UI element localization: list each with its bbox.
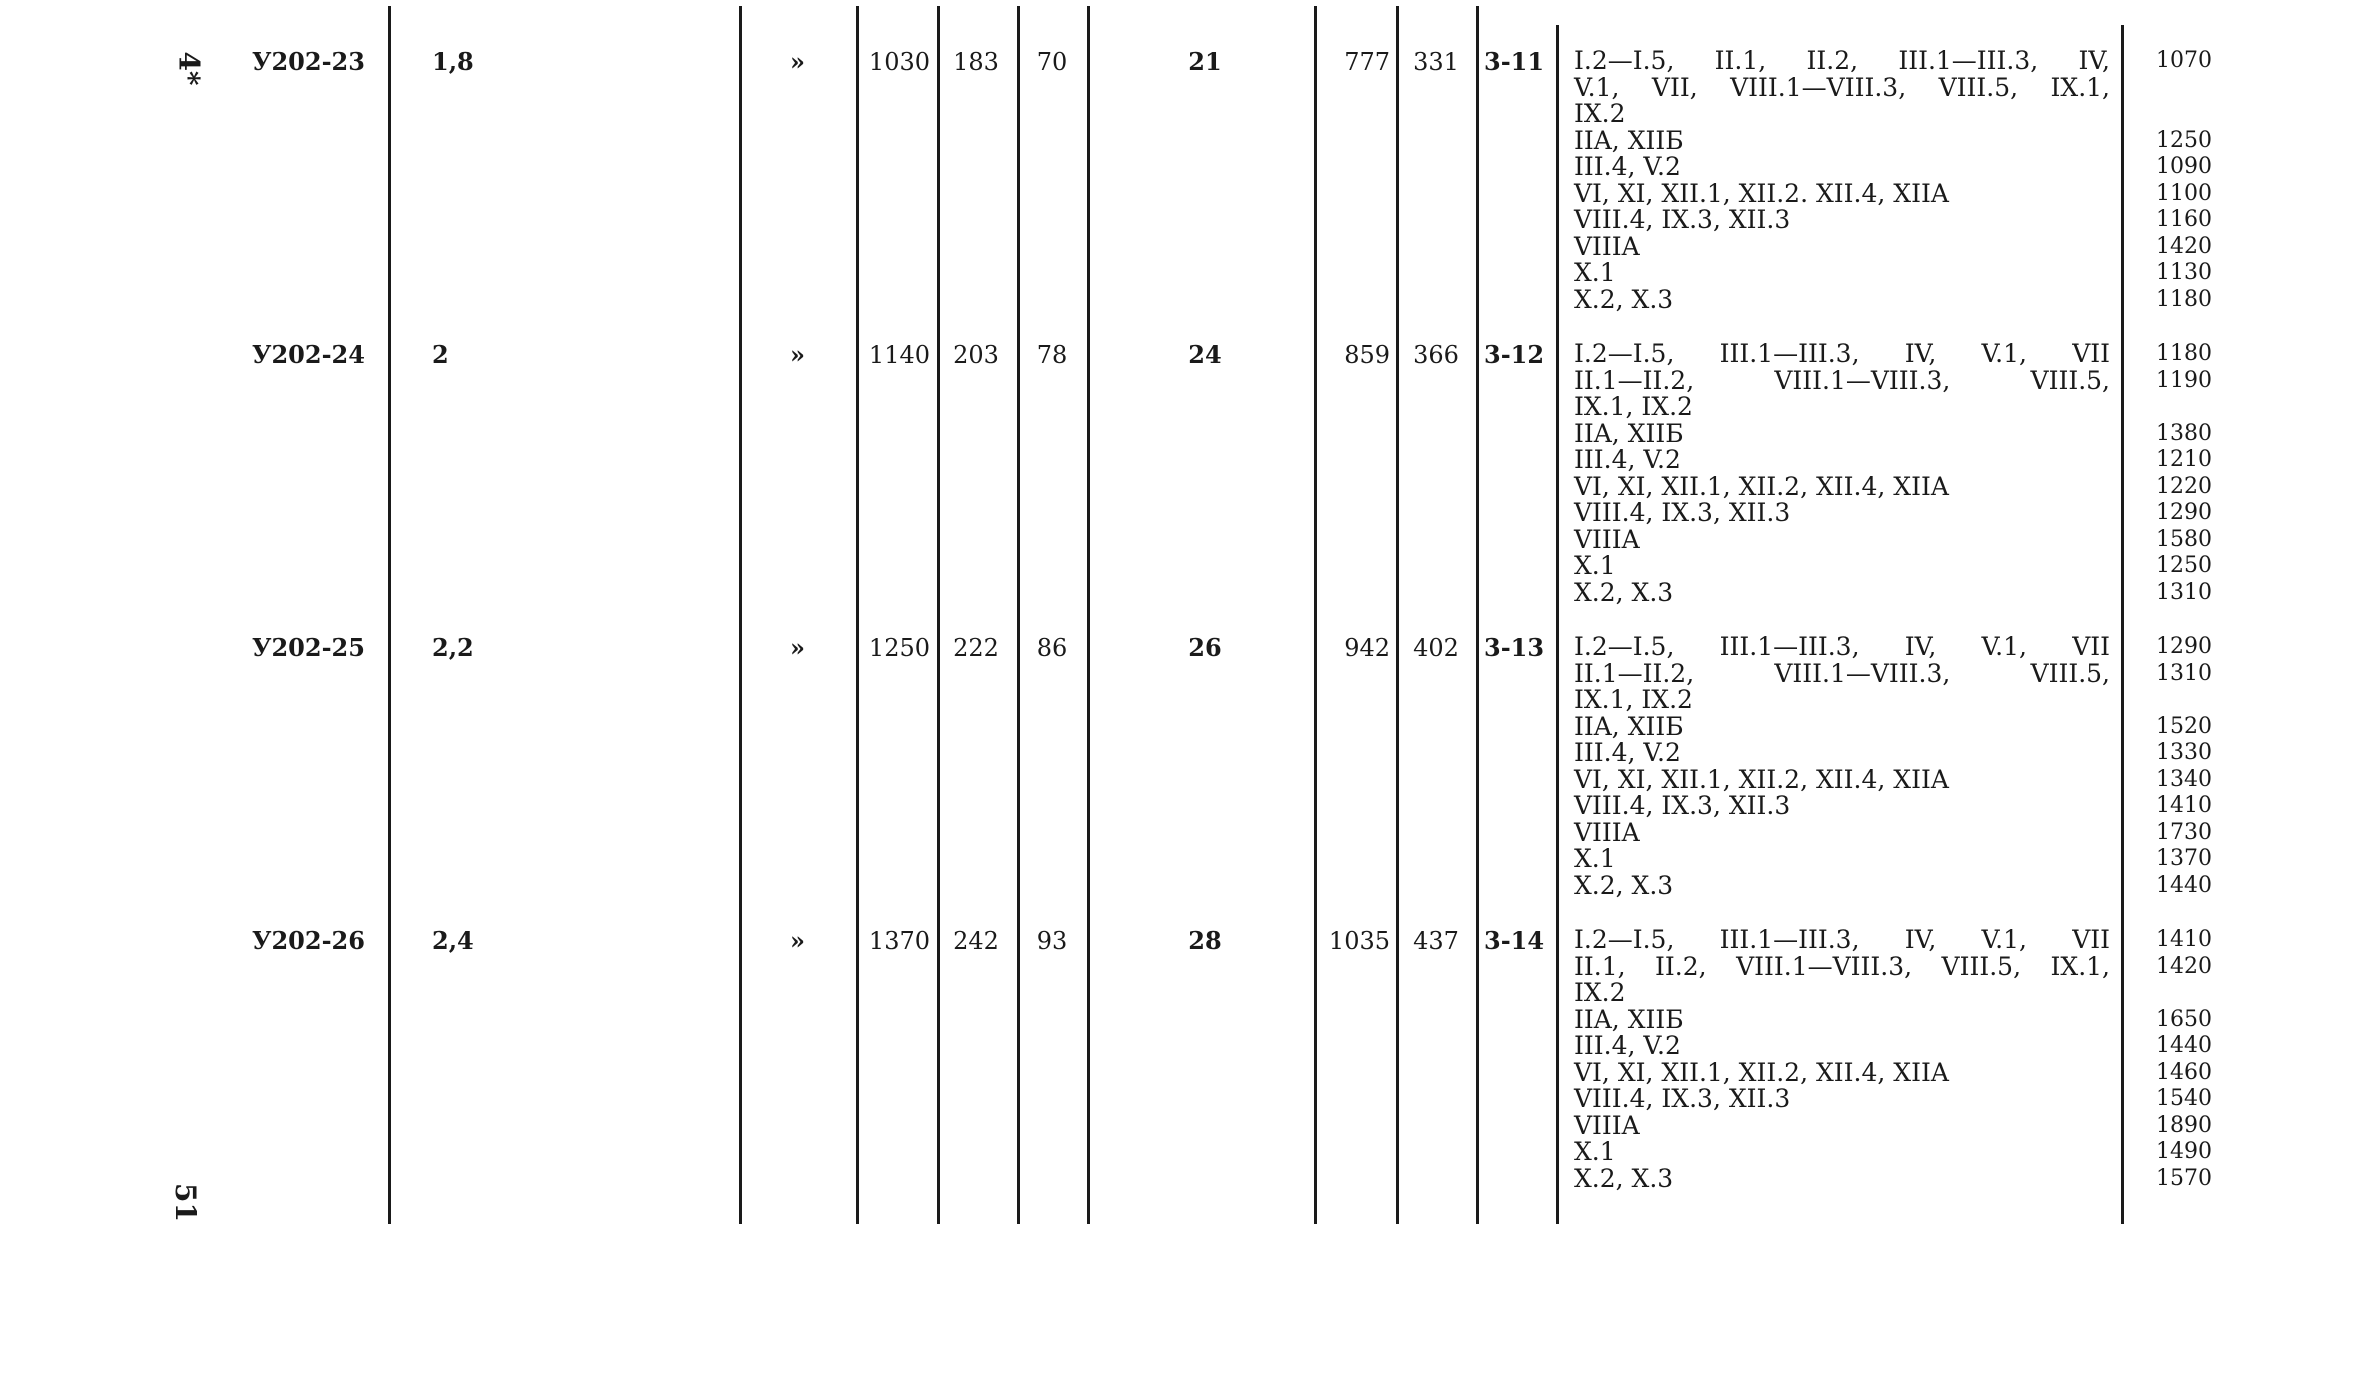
price-value: 1250 [2156, 127, 2212, 153]
price-value: 1410 [2156, 793, 2212, 818]
price-value [2128, 394, 2212, 421]
row-value: 222 [953, 634, 999, 662]
table-row [0, 634, 2362, 927]
table-row [0, 341, 2362, 634]
row-value: 203 [953, 341, 999, 369]
price-value [2128, 101, 2212, 128]
row-group: 3-12 [1484, 340, 1545, 369]
row-param: 2,4 [432, 926, 474, 955]
price-value: 1380 [2156, 420, 2212, 446]
row-value: 1035 [1328, 927, 1390, 955]
description-line: IIA, XIIБ [1574, 418, 1684, 448]
description-line: III.4, V.2 [1574, 445, 1681, 474]
row-value: 366 [1413, 341, 1459, 369]
description-line: VIIIA [1574, 524, 1640, 554]
ditto-mark: » [790, 340, 805, 369]
row-value: 86 [1036, 634, 1068, 662]
row-value: 942 [1344, 634, 1390, 662]
row-code: У202-24 [252, 340, 365, 369]
price-value: 1130 [2156, 260, 2212, 285]
price-value: 1190 [2156, 367, 2212, 393]
row-code: У202-23 [252, 47, 365, 76]
row-code: У202-26 [252, 926, 365, 955]
price-value: 1180 [2156, 341, 2212, 366]
price-value: 1420 [2156, 233, 2212, 259]
description-line: IIA, XIIБ [1574, 1004, 1684, 1034]
description-line: VIIIA [1574, 231, 1640, 261]
description-line: IIA, XIIБ [1574, 711, 1684, 741]
row-value: 242 [953, 927, 999, 955]
price-value: 1210 [2156, 447, 2212, 472]
price-value [2128, 75, 2212, 102]
description-line: IIA, XIIБ [1574, 125, 1684, 155]
price-value: 1370 [2156, 846, 2212, 871]
row-value: 859 [1344, 341, 1390, 369]
price-value: 1540 [2156, 1086, 2212, 1111]
description-line: IX.1, IX.2 [1574, 685, 1693, 714]
row-value: 1370 [868, 927, 930, 955]
description-line: X.1 [1574, 1137, 1616, 1166]
description-line: X.1 [1574, 844, 1616, 873]
description-line: VIIIA [1574, 1110, 1640, 1140]
description-line: I.2—I.5, III.1—III.3, IV, V.1, VII [1574, 339, 2110, 368]
description-line: I.2—I.5, II.1, II.2, III.1—III.3, IV, [1574, 46, 2110, 75]
row-value: 93 [1036, 927, 1068, 955]
row-code: У202-25 [252, 633, 365, 662]
price-value: 1310 [2156, 579, 2212, 605]
description-line: I.2—I.5, III.1—III.3, IV, V.1, VII [1574, 632, 2110, 661]
description-line: VIII.4, IX.3, XII.3 [1574, 1084, 1791, 1113]
price-value: 1290 [2156, 634, 2212, 659]
price-value: 1180 [2156, 286, 2212, 312]
row-value: 1140 [868, 341, 930, 369]
description-line: VIII.4, IX.3, XII.3 [1574, 498, 1791, 527]
ditto-mark: » [790, 926, 805, 955]
row-value: 28 [1188, 926, 1222, 955]
description-line: X.2, X.3 [1574, 1163, 1674, 1193]
table-row [0, 48, 2362, 341]
description-line: IX.2 [1574, 978, 1626, 1007]
description-line: II.1—II.2, VIII.1—VIII.3, VIII.5, [1574, 658, 2110, 688]
page-number: 51 [168, 1183, 202, 1222]
row-value: 21 [1188, 47, 1222, 76]
description-line: I.2—I.5, III.1—III.3, IV, V.1, VII [1574, 925, 2110, 954]
description-line: X.2, X.3 [1574, 577, 1674, 607]
price-value: 1290 [2156, 500, 2212, 525]
row-value: 183 [953, 48, 999, 76]
price-value: 1340 [2156, 766, 2212, 792]
row-value: 1030 [868, 48, 930, 76]
row-param: 1,8 [432, 47, 474, 76]
table-row [0, 927, 2362, 1220]
description-line: X.2, X.3 [1574, 870, 1674, 900]
price-value: 1090 [2156, 154, 2212, 179]
description-line: VI, XI, XII.1, XII.2, XII.4, XIIA [1574, 764, 1949, 794]
row-description [1574, 634, 2110, 899]
price-value: 1410 [2156, 927, 2212, 952]
row-group: 3-14 [1484, 926, 1545, 955]
row-value: 437 [1413, 927, 1459, 955]
price-value: 1100 [2156, 180, 2212, 206]
description-line: IX.1, IX.2 [1574, 392, 1693, 421]
row-group: 3-13 [1484, 633, 1545, 662]
row-value: 1250 [868, 634, 930, 662]
row-value: 24 [1188, 340, 1222, 369]
row-value: 777 [1344, 48, 1390, 76]
price-value: 1460 [2156, 1059, 2212, 1085]
description-line: II.1—II.2, VIII.1—VIII.3, VIII.5, [1574, 365, 2110, 395]
ditto-mark: » [790, 633, 805, 662]
row-price-list [2128, 341, 2212, 606]
row-value: 26 [1188, 633, 1222, 662]
row-group: 3-11 [1484, 47, 1545, 76]
price-value: 1440 [2156, 872, 2212, 898]
description-line: III.4, V.2 [1574, 738, 1681, 767]
price-value: 1160 [2156, 207, 2212, 232]
price-value: 1440 [2156, 1033, 2212, 1058]
price-value: 1580 [2156, 526, 2212, 552]
ditto-mark: » [790, 47, 805, 76]
row-value: 78 [1036, 341, 1068, 369]
price-value [2128, 980, 2212, 1007]
description-line: III.4, V.2 [1574, 152, 1681, 181]
description-line: VI, XI, XII.1, XII.2, XII.4, XIIA [1574, 471, 1949, 501]
description-line: III.4, V.2 [1574, 1031, 1681, 1060]
price-value: 1420 [2156, 953, 2212, 979]
price-value [2128, 687, 2212, 714]
description-line: VIIIA [1574, 817, 1640, 847]
row-value: 70 [1036, 48, 1068, 76]
description-line: II.1, II.2, VIII.1—VIII.3, VIII.5, IX.1, [1574, 951, 2110, 981]
description-line: X.2, X.3 [1574, 284, 1674, 314]
price-value: 1490 [2156, 1139, 2212, 1164]
price-value: 1310 [2156, 660, 2212, 686]
row-price-list [2128, 927, 2212, 1192]
description-line: VI, XI, XII.1, XII.2. XII.4, XIIA [1574, 178, 1949, 208]
price-value: 1650 [2156, 1006, 2212, 1032]
row-description [1574, 341, 2110, 606]
row-param: 2 [432, 340, 449, 369]
price-value: 1070 [2156, 48, 2212, 73]
price-value: 1890 [2156, 1112, 2212, 1138]
margin-mark-top: 4* [172, 51, 206, 86]
description-line: V.1, VII, VIII.1—VIII.3, VIII.5, IX.1, [1574, 72, 2110, 102]
row-description [1574, 927, 2110, 1192]
price-value: 1520 [2156, 713, 2212, 739]
description-line: VIII.4, IX.3, XII.3 [1574, 205, 1791, 234]
price-value: 1330 [2156, 740, 2212, 765]
price-value: 1220 [2156, 473, 2212, 499]
price-value: 1250 [2156, 553, 2212, 578]
row-value: 331 [1413, 48, 1459, 76]
price-value: 1570 [2156, 1165, 2212, 1191]
description-line: VIII.4, IX.3, XII.3 [1574, 791, 1791, 820]
row-price-list [2128, 48, 2212, 313]
row-price-list [2128, 634, 2212, 899]
description-line: IX.2 [1574, 99, 1626, 128]
row-description [1574, 48, 2110, 313]
row-param: 2,2 [432, 633, 474, 662]
row-value: 402 [1413, 634, 1459, 662]
description-line: X.1 [1574, 258, 1616, 287]
price-value: 1730 [2156, 819, 2212, 845]
description-line: X.1 [1574, 551, 1616, 580]
description-line: VI, XI, XII.1, XII.2, XII.4, XIIA [1574, 1057, 1949, 1087]
